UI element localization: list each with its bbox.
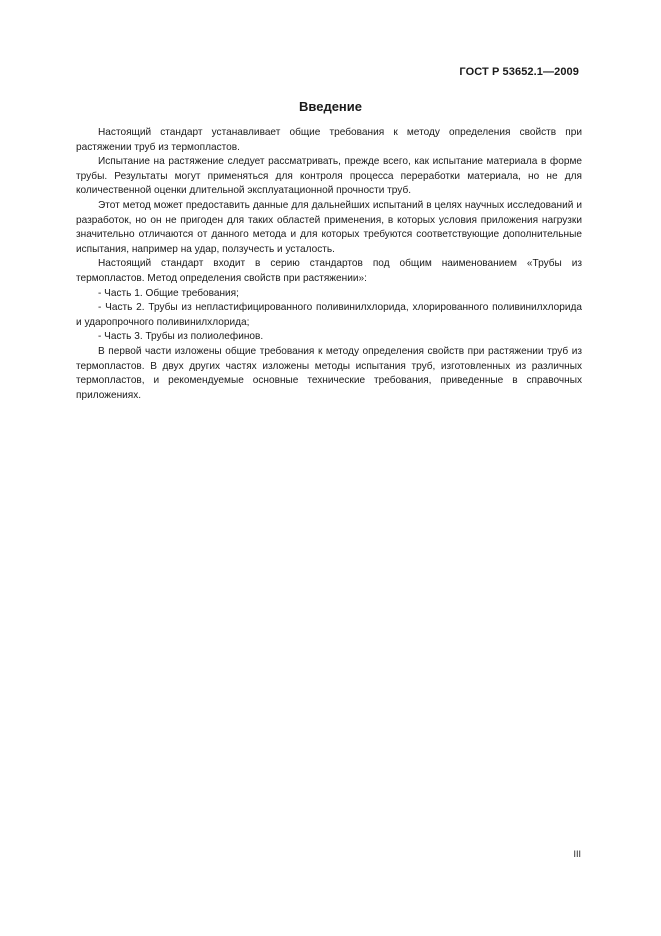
list-item: - Часть 1. Общие требования; [98, 287, 239, 299]
paragraph-applicability: Этот метод может предоставить данные для дальнейших испытаний в целях научных исследований и разработок, но он не пригоден для таких областей применения, в которых условия приложения нагрузки значительно отличаются от данного метода и для которых требуются соответствующие дополнительные испытания, например на удар, ползучесть и усталость. [76, 199, 582, 255]
body-text [76, 126, 582, 403]
page-number: III [573, 849, 581, 859]
paragraph-scope: Настоящий стандарт устанавливает общие требования к методу определения свойств при растяжении труб из термопластов. [76, 127, 582, 153]
document-code: ГОСТ Р 53652.1—2009 [459, 66, 579, 78]
list-item: - Часть 3. Трубы из полиолефинов. [98, 331, 264, 343]
paragraph-series: Настоящий стандарт входит в серию стандартов под общим наименованием «Трубы из термопластов. Метод определения свойств при растяжении»: [76, 258, 582, 284]
paragraph-closing: В первой части изложены общие требования к методу определения свойств при растяжении труб из термопластов. В двух других частях изложены методы испытания труб, изготовленных из различных термопластов, и рекомендуемые основные технические требования, приведенные в справочных приложениях. [76, 345, 582, 401]
list-item: - Часть 2. Трубы из непластифицированного поливинилхлорида, хлорированного поливинилхлорида и ударопрочного поливинилхлорида; [76, 302, 582, 328]
section-title: Введение [299, 99, 362, 114]
paragraph-test-purpose: Испытание на растяжение следует рассматривать, прежде всего, как испытание материала в форме трубы. Результаты могут применяться для контроля процесса переработки материала, но не для количественной оценки длительной эксплуатационной прочности труб. [76, 156, 582, 197]
